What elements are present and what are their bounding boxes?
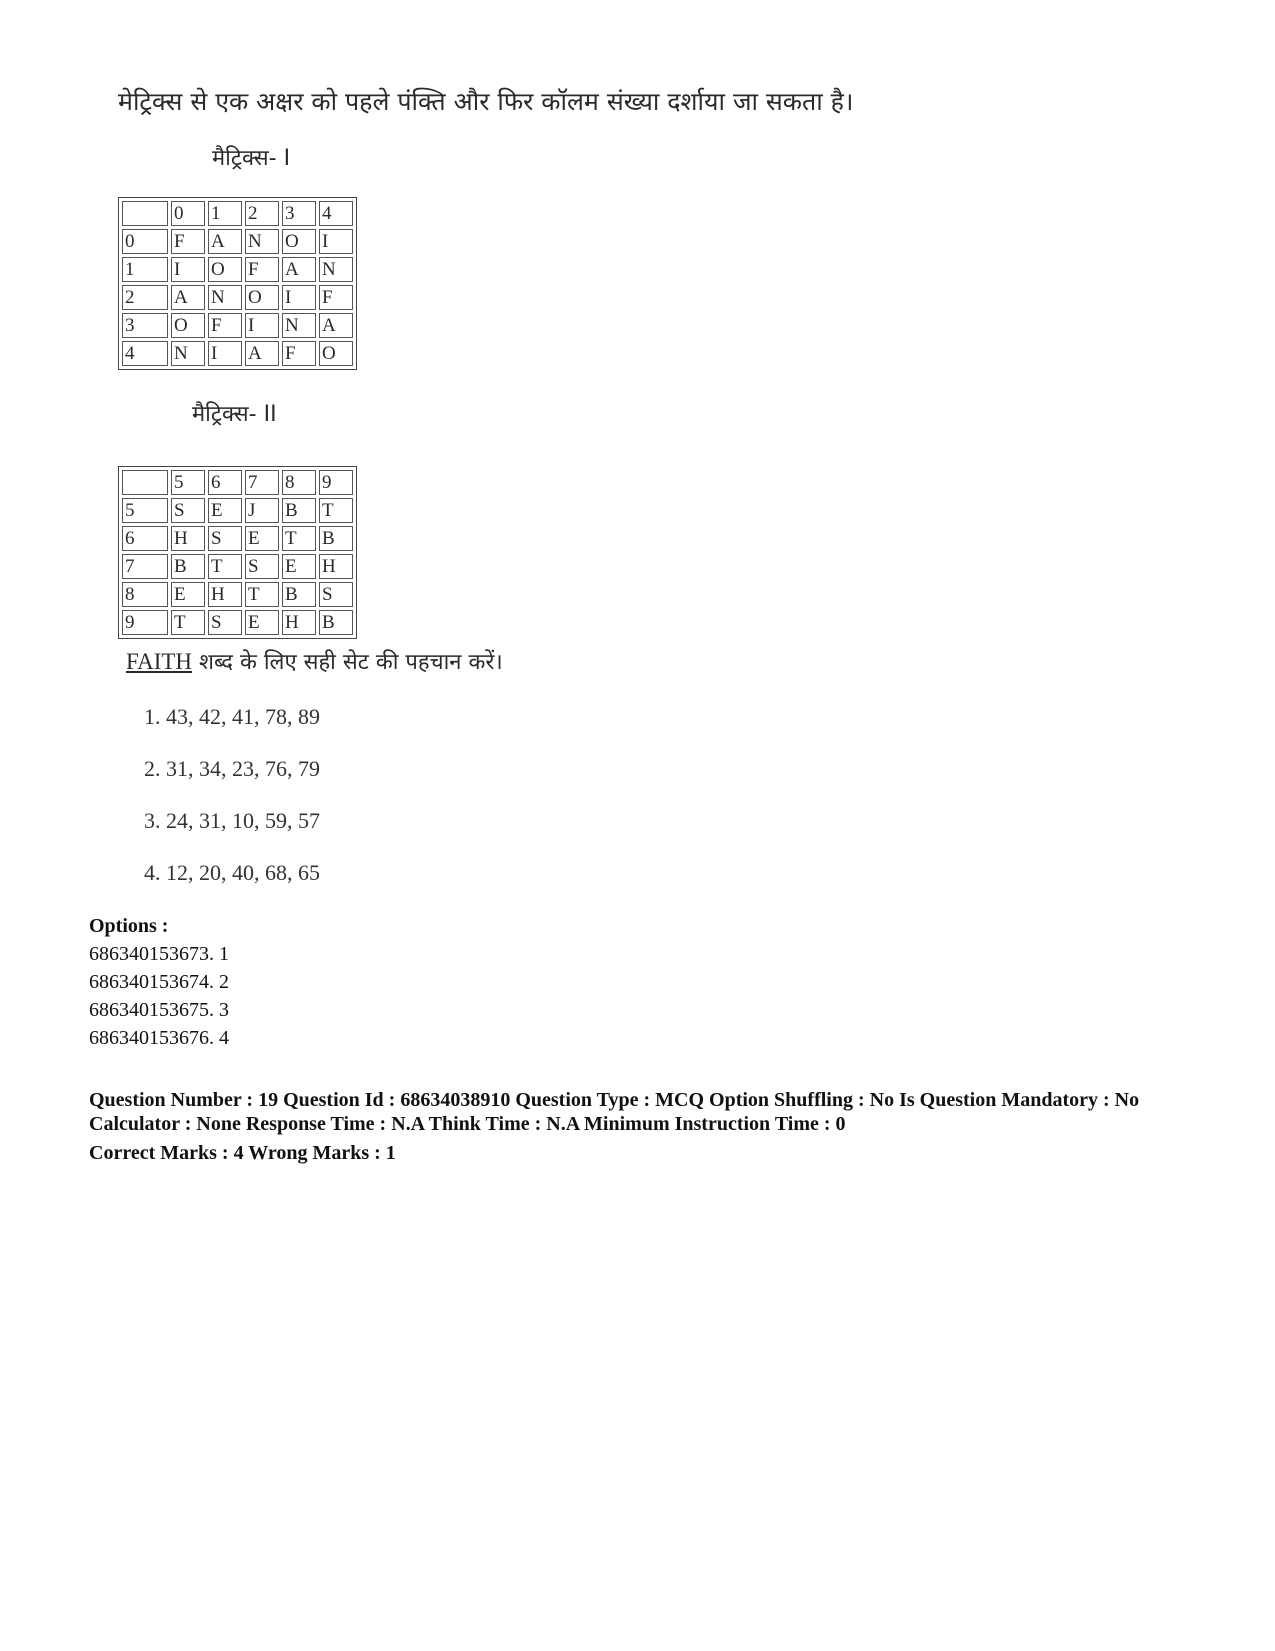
matrix-cell: T xyxy=(171,610,205,635)
matrix-cell: J xyxy=(245,498,279,523)
matrix-cell: 5 xyxy=(171,470,205,495)
matrix-cell: A xyxy=(319,313,353,338)
option-item: 686340153674. 2 xyxy=(89,971,229,993)
matrix-row xyxy=(122,257,353,282)
matrix-cell: F xyxy=(171,229,205,254)
matrix-cell: 6 xyxy=(208,470,242,495)
matrix-cell: 0 xyxy=(122,229,168,254)
matrix-row xyxy=(122,610,353,635)
matrix-cell: F xyxy=(208,313,242,338)
matrix-cell: I xyxy=(282,285,316,310)
question-marks: Correct Marks : 4 Wrong Marks : 1 xyxy=(89,1142,396,1164)
matrix-header-row xyxy=(122,201,353,226)
matrix-cell: A xyxy=(282,257,316,282)
matrix-cell: N xyxy=(282,313,316,338)
question-ask xyxy=(126,646,503,676)
ask-word: FAITH xyxy=(126,649,193,674)
matrix-cell: O xyxy=(171,313,205,338)
matrix-cell: T xyxy=(245,582,279,607)
matrix-cell: B xyxy=(171,554,205,579)
matrix-cell: A xyxy=(245,341,279,366)
matrix-2-table xyxy=(118,466,357,639)
matrix-cell: A xyxy=(171,285,205,310)
options-label: Options : xyxy=(89,915,169,937)
matrix-cell: 8 xyxy=(282,470,316,495)
matrix-row xyxy=(122,554,353,579)
matrix-cell xyxy=(122,470,168,495)
matrix-row xyxy=(122,341,353,366)
option-item: 686340153675. 3 xyxy=(89,999,229,1021)
matrix-cell: H xyxy=(171,526,205,551)
matrix-cell: E xyxy=(171,582,205,607)
choice-item: 2. 31, 34, 23, 76, 79 xyxy=(144,756,320,781)
matrix-cell: 4 xyxy=(319,201,353,226)
matrix-cell: 6 xyxy=(122,526,168,551)
matrix-cell: O xyxy=(282,229,316,254)
matrix-cell: H xyxy=(208,582,242,607)
matrix-cell: N xyxy=(319,257,353,282)
matrix-cell: E xyxy=(245,610,279,635)
matrix-cell: S xyxy=(319,582,353,607)
matrix-cell: H xyxy=(282,610,316,635)
matrix-cell: T xyxy=(208,554,242,579)
choice-item: 3. 24, 31, 10, 59, 57 xyxy=(144,808,320,833)
matrix-cell: I xyxy=(208,341,242,366)
option-item: 686340153673. 1 xyxy=(89,943,229,965)
matrix-cell: 3 xyxy=(282,201,316,226)
matrix-cell xyxy=(122,201,168,226)
matrix-cell: N xyxy=(245,229,279,254)
matrix-row xyxy=(122,229,353,254)
question-meta xyxy=(89,1088,1169,1165)
matrix-cell: 9 xyxy=(319,470,353,495)
matrix-cell: 1 xyxy=(208,201,242,226)
question-meta-line: Question Number : 19 Question Id : 68634038910 Question Type : MCQ Option Shuffling : No Is Question Mandatory : No Calculator : None Response Time : N.A Think Time : N.A Minimum Instruction Time : 0 xyxy=(89,1089,1140,1135)
question-intro: मेट्रिक्स से एक अक्षर को पहले पंक्ति और फिर कॉलम संख्या दर्शाया जा सकता है। xyxy=(118,87,854,116)
matrix-cell: 5 xyxy=(122,498,168,523)
matrix-cell: I xyxy=(245,313,279,338)
ask-text: शब्द के लिए सही सेट की पहचान करें। xyxy=(192,650,503,675)
matrix-cell: E xyxy=(245,526,279,551)
matrix-cell: N xyxy=(208,285,242,310)
matrix-row xyxy=(122,313,353,338)
matrix-cell: B xyxy=(282,582,316,607)
matrix-row xyxy=(122,285,353,310)
options-block xyxy=(89,912,229,1052)
matrix-cell: S xyxy=(208,526,242,551)
matrix-cell: F xyxy=(319,285,353,310)
matrix-cell: B xyxy=(282,498,316,523)
matrix-row xyxy=(122,582,353,607)
matrix-cell: 2 xyxy=(245,201,279,226)
matrix-cell: T xyxy=(282,526,316,551)
matrix-cell: A xyxy=(208,229,242,254)
matrix-cell: F xyxy=(245,257,279,282)
matrix-header-row xyxy=(122,470,353,495)
matrix-cell: E xyxy=(208,498,242,523)
option-item: 686340153676. 4 xyxy=(89,1027,229,1049)
matrix-cell: O xyxy=(319,341,353,366)
matrix-cell: O xyxy=(208,257,242,282)
matrix-cell: 7 xyxy=(122,554,168,579)
matrix-cell: 7 xyxy=(245,470,279,495)
matrix-cell: I xyxy=(171,257,205,282)
choice-list xyxy=(144,702,320,910)
matrix-cell: T xyxy=(319,498,353,523)
matrix-cell: F xyxy=(282,341,316,366)
matrix-cell: B xyxy=(319,610,353,635)
matrix-cell: 4 xyxy=(122,341,168,366)
matrix-cell: I xyxy=(319,229,353,254)
matrix-1-title: मैट्रिक्स- I xyxy=(212,146,291,171)
matrix-cell: B xyxy=(319,526,353,551)
matrix-cell: O xyxy=(245,285,279,310)
matrix-cell: 9 xyxy=(122,610,168,635)
matrix-1-table xyxy=(118,197,357,370)
matrix-cell: 1 xyxy=(122,257,168,282)
choice-item: 4. 12, 20, 40, 68, 65 xyxy=(144,860,320,885)
choice-item: 1. 43, 42, 41, 78, 89 xyxy=(144,704,320,729)
matrix-cell: S xyxy=(245,554,279,579)
matrix-cell: N xyxy=(171,341,205,366)
matrix-row xyxy=(122,498,353,523)
matrix-cell: S xyxy=(171,498,205,523)
matrix-row xyxy=(122,526,353,551)
matrix-cell: E xyxy=(282,554,316,579)
matrix-cell: 8 xyxy=(122,582,168,607)
question-image xyxy=(110,80,870,940)
matrix-cell: S xyxy=(208,610,242,635)
matrix-cell: 0 xyxy=(171,201,205,226)
matrix-cell: 2 xyxy=(122,285,168,310)
matrix-cell: 3 xyxy=(122,313,168,338)
matrix-cell: H xyxy=(319,554,353,579)
matrix-2-title: मैट्रिक्स- II xyxy=(192,402,277,427)
